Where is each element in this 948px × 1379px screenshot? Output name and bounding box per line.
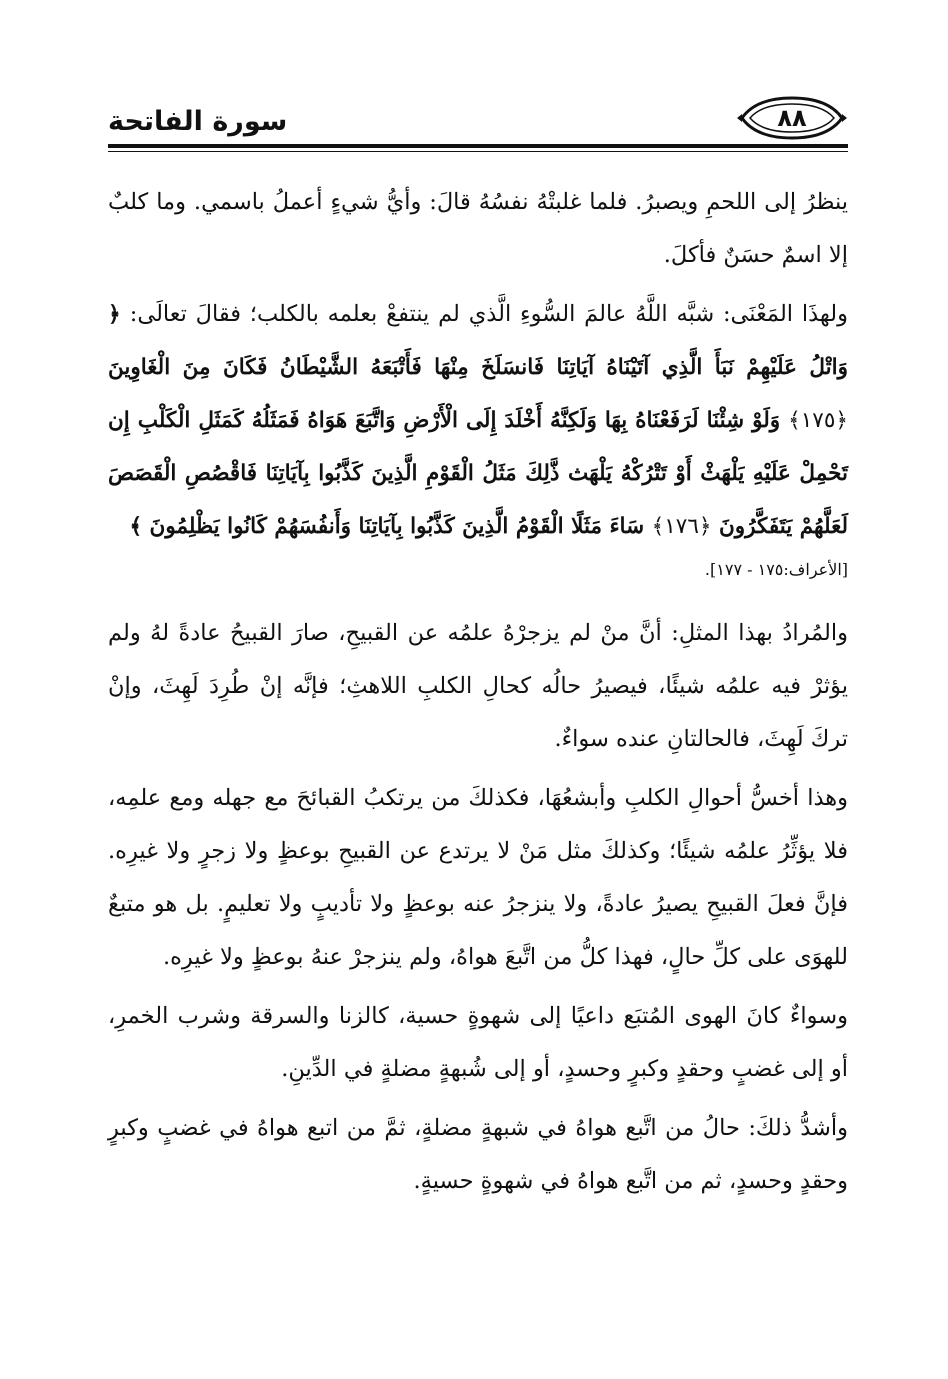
verse-176: وَلَوْ شِئْنَا لَرَفَعْنَاهُ بِهَا وَلَكِنَّهُ أَخْلَدَ إِلَى الْأَرْضِ وَاتَّبَعَ هَوَاهُ فَمَثَلُهُ كَمَثَلِ الْكَلْبِ إِن تَحْمِلْ عَلَيْهِ يَلْهَثْ أَوْ تَتْرُكْهُ يَلْهَث ذَّلِكَ مَثَلُ الْقَوْمِ الَّذِينَ كَذَّبُوا بِآيَاتِنَا فَاقْصُصِ الْقَصَصَ لَعَلَّهُمْ يَتَفَكَّرُونَ (108, 408, 848, 539)
ayah-number-176: ﴿١٧٦﴾ (651, 514, 712, 539)
page-header (108, 92, 848, 154)
page-number-badge (736, 96, 848, 140)
quran-open-bracket: ﴿ (108, 302, 121, 327)
intro-text: ولهذَا المَعْنَى: شبَّه اللَّهُ عالمَ السُّوءِ الَّذي لم ينتفعْ بعلمه بالكلب؛ فقالَ تعالَى: (129, 301, 848, 327)
paragraph-1: ينظرُ إلى اللحمِ ويصبرُ. فلما غلبتْهُ نفسُهُ قالَ: وأيُّ شيءٍ أعملُ باسمي. وما كلبٌ إلا اسمٌ حسَنٌ فأكلَ. (108, 189, 848, 268)
verse-177: سَاءَ مَثَلًا الْقَوْمُ الَّذِينَ كَذَّبُوا بِآيَاتِنَا وَأَنفُسَهُمْ كَانُوا يَظْلِمُونَ (149, 514, 645, 539)
quran-close-bracket: ﴾ (129, 514, 143, 539)
paragraph-3: والمُرادُ بهذا المثلِ: أنَّ منْ لم يزجرْهُ علمُه عن القبيحِ، صارَ القبيحُ عادةً لهُ ولم يؤثرْ فيه علمُه شيئًا، فيصيرُ حالُه كحالِ الكلبِ اللاهثِ؛ فإنَّه إنْ طُرِدَ لَهِثَ، وإنْ تركَ لَهِثَ، فالحالتانِ عنده سواءٌ. (108, 620, 848, 752)
header-rule-thin (108, 151, 848, 152)
verse-citation: [الأعراف:١٧٥ - ١٧٧]. (704, 560, 848, 579)
page-body (108, 176, 848, 1214)
page-number: ٨٨ (777, 104, 807, 132)
paragraph-4: وهذا أخسُّ أحوالِ الكلبِ وأبشعُهَا، فكذلكَ من يرتكبُ القبائحَ مع جهله ومع علمِه، فلا يؤثِّرُ علمُه شيئًا؛ وكذلكَ مثل مَنْ لا يرتدع عن القبيحِ بوعظٍ ولا زجرٍ ولا غيرِه. فإنَّ فعلَ القبيحِ يصيرُ عادةً، ولا ينزجرُ عنه بوعظٍ ولا تأديبٍ ولا تعليمٍ. بل هو متبعٌ للهوَى على كلِّ حالٍ، فهذا كلُّ من اتَّبعَ هواهُ، ولم ينزجرْ عنهُ بوعظٍ ولا غيرِه. (108, 785, 848, 970)
paragraph-5: وسواءٌ كانَ الهوى المُتبَع داعيًا إلى شهوةٍ حسية، كالزنا والسرقة وشرب الخمرِ، أو إلى غضبٍ وحقدٍ وكبرٍ وحسدٍ، أو إلى شُبهةٍ مضلةٍ في الدِّينِ. (108, 1003, 848, 1082)
verse-175: وَاتْلُ عَلَيْهِمْ نَبَأَ الَّذِي آتَيْنَاهُ آيَاتِنَا فَانسَلَخَ مِنْهَا فَأَتْبَعَهُ الشَّيْطَانُ فَكَانَ مِنَ الْغَاوِينَ (108, 355, 848, 380)
quran-quotation (108, 288, 848, 553)
paragraph-6: وأشدُّ ذلكَ: حالُ من اتَّبع هواهُ في شبهةٍ مضلةٍ، ثمَّ من اتبع هواهُ في غضبٍ وكبرٍ وحقدٍ وحسدٍ، ثم من اتَّبع هواهُ في شهوةٍ حسيةٍ. (108, 1115, 848, 1194)
surah-title: سورة الفاتحة (108, 106, 288, 137)
ayah-number-175: ﴿١٧٥﴾ (788, 408, 848, 433)
header-rule-thick (108, 144, 848, 148)
